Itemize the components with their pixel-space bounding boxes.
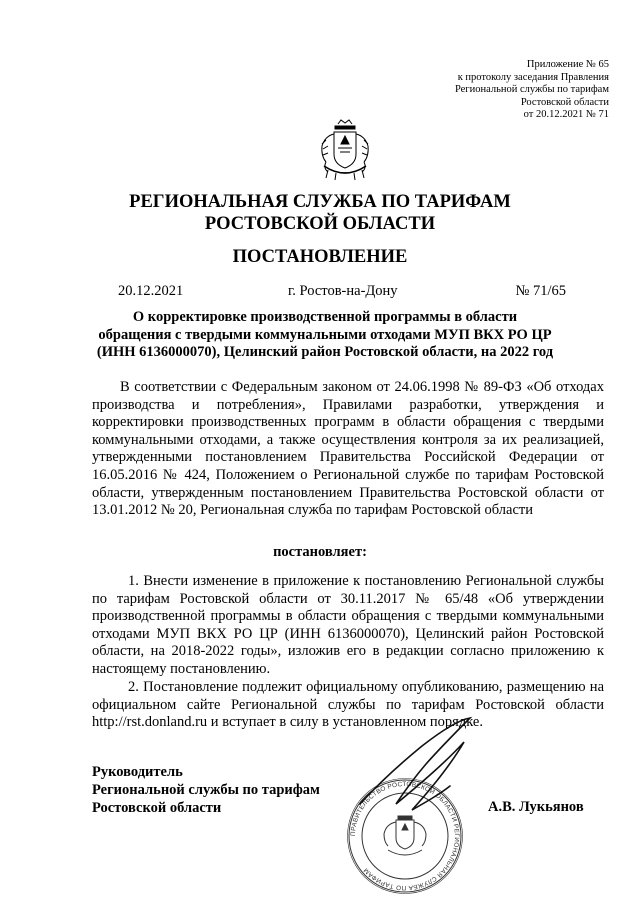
annex-line: Приложение № 65: [526, 59, 609, 70]
annex-line: Ростовской области: [520, 96, 609, 108]
signer-title-line: Ростовской области: [92, 800, 222, 816]
resolves-heading: постановляет:: [273, 544, 367, 560]
resolution-item-1: 1. Внести изменение в приложение к постановлению Региональной службы по тарифам Ростовской области от 30.11.2017 № 65/48 «Об утверждении производственной программы в области обращения с твердыми коммунальными отходами МУП ВКХ РО ЦР (ИНН 6136000070), Целинский район Ростовской области, на 2018-2022 годы», изложив его в редакции согласно приложению к настоящему постановлению.: [92, 573, 604, 677]
signer-title-line: Региональной службы по тарифам: [92, 782, 320, 798]
signer-title-line: Руководитель: [92, 764, 183, 780]
document-type: ПОСТАНОВЛЕНИЕ: [232, 247, 408, 267]
authority-line: РОСТОВСКОЙ ОБЛАСТИ: [204, 214, 436, 234]
annex-line: Региональной службы по тарифам: [454, 84, 609, 96]
annex-note: [349, 59, 609, 122]
preamble-paragraph: В соответствии с Федеральным законом от 24.06.1998 № 89-ФЗ «Об отходах производства и потребления», Правилами разработки, утверждения и корректировки производственных программ в области обращения с твердыми коммунальными отходами, а также осуществления контроля за их реализацией, утвержденными постановлением Правительства Российской Федерации от 16.05.2016 № 424, Положением о Региональной службе по тарифам Ростовской области, утвержденным постановлением Правительства Ростовской области от 13.01.2012 № 20, Региональная служба по тарифам Ростовской области: [92, 379, 604, 519]
document-city: г. Ростов-на-Дону: [288, 283, 398, 299]
document-number: № 71/65: [515, 283, 566, 299]
document-subject: [92, 309, 558, 362]
subject-line: О корректировке производственной программы в области: [132, 309, 518, 325]
seal-emblem-icon: [384, 816, 426, 855]
signer-name: А.В. Лукьянов: [488, 799, 584, 815]
authority-line: РЕГИОНАЛЬНАЯ СЛУЖБА ПО ТАРИФАМ: [129, 192, 511, 212]
annex-line: к протоколу заседания Правления: [457, 71, 609, 83]
authority-name: [0, 191, 640, 235]
subject-line: обращения с твердыми коммунальными отходами МУП ВКХ РО ЦР: [98, 326, 552, 343]
seal-ring-text: ПРАВИТЕЛЬСТВО РОСТОВСКОЙ ОБЛАСТИ РЕГИОНАЛЬНАЯ СЛУЖБА ПО ТАРИФАМ: [349, 780, 461, 892]
annex-line: от 20.12.2021 № 71: [523, 109, 609, 121]
document-date: 20.12.2021: [118, 283, 184, 299]
document-meta: [118, 282, 566, 300]
coat-of-arms-icon: [318, 118, 372, 182]
signer-title: [92, 763, 352, 817]
resolution-item-2: 2. Постановление подлежит официальному опубликованию, размещению на официальном сайте Региональной службы по тарифам Ростовской области http://rst.donland.ru и вступает в силу в установленном порядке.: [92, 679, 604, 731]
subject-line: (ИНН 6136000070), Целинский район Ростовской области, на 2022 год: [96, 344, 554, 361]
official-seal-icon: [330, 712, 480, 894]
